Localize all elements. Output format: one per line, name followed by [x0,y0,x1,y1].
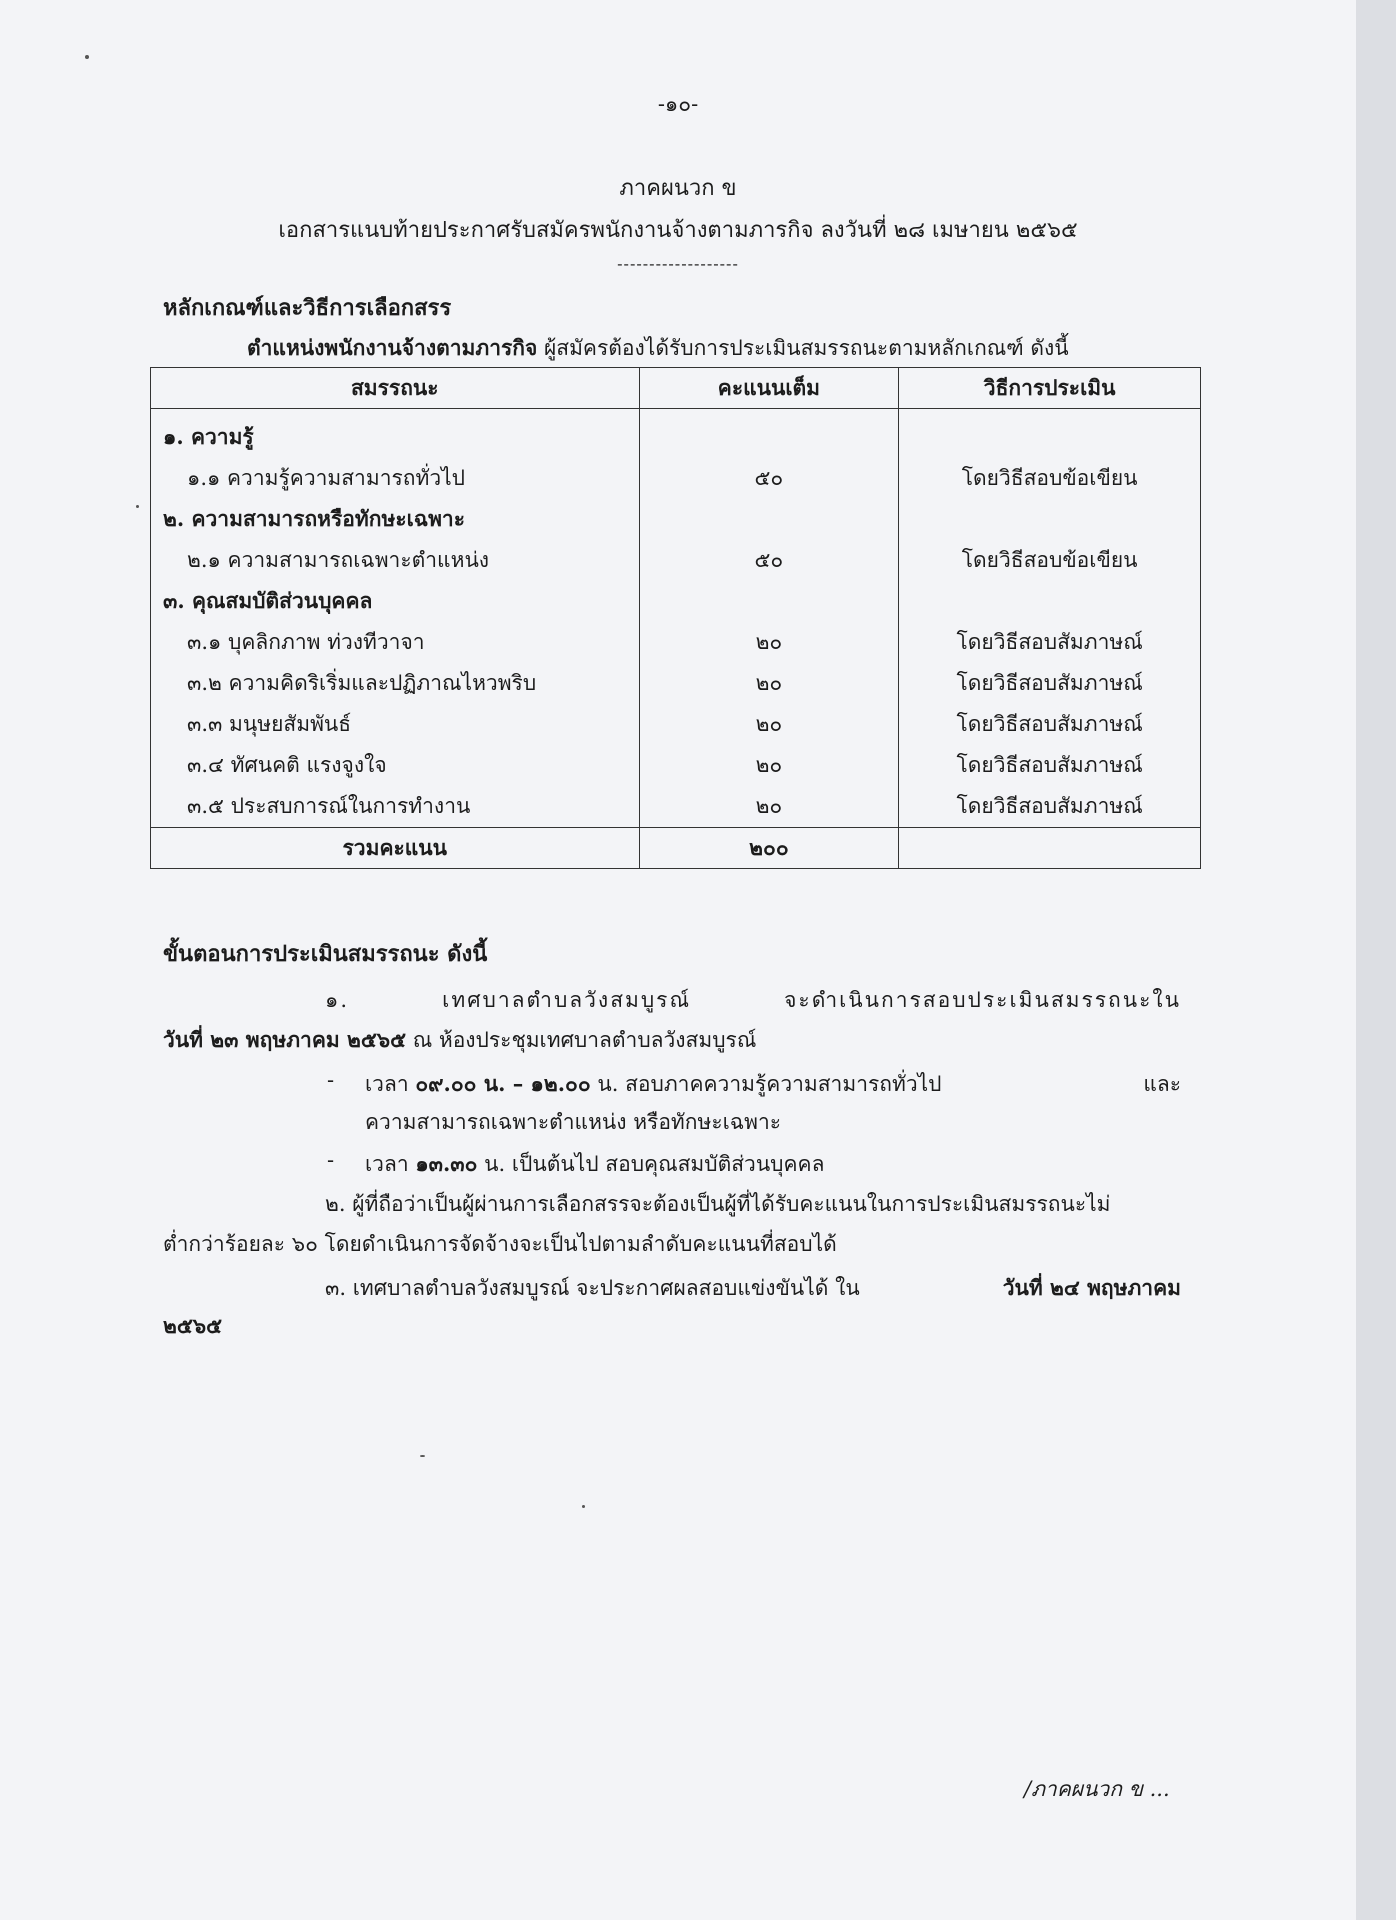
step-1-organization: เทศบาลตำบลวังสมบูรณ์ [442,988,691,1012]
time-range: ๐๙.๐๐ น. – ๑๒.๐๐ [415,1071,591,1096]
table-row [151,458,1201,499]
table-header-row [151,368,1201,409]
time-label: เวลา [365,1152,416,1176]
step-2-line-2: ต่ำกว่าร้อยละ ๖๐ โดยดำเนินการจัดจ้างจะเป็นไปตามลำดับคะแนนที่สอบได้ [163,1232,837,1256]
score-cell [639,499,899,540]
competency-table [150,367,1201,869]
scan-speck [420,1455,425,1457]
bullet-dash: - [327,1068,335,1092]
step-2-line-1: ๒. ผู้ที่ถือว่าเป็นผู้ผ่านการเลือกสรรจะต้องเป็นผู้ที่ได้รับคะแนนในการประเมินสมรรถนะไม่ [325,1192,1111,1216]
score-cell: ๒๐ [639,786,899,828]
step-1-line-1 [325,984,1181,1017]
time-slot-1-continued: ความสามารถเฉพาะตำแหน่ง หรือทักษะเฉพาะ [365,1110,782,1134]
total-label: รวมคะแนน [151,828,640,869]
competency-group: ๓. คุณสมบัติส่วนบุคคล [151,581,640,622]
criteria-title: หลักเกณฑ์และวิธีการเลือกสรร [163,295,452,321]
competency-item: ๒.๑ ความสามารถเฉพาะตำแหน่ง [151,540,640,581]
method-cell: โดยวิธีสอบสัมภาษณ์ [899,622,1201,663]
bullet-dash: - [327,1148,335,1172]
score-cell: ๒๐ [639,622,899,663]
score-cell: ๒๐ [639,745,899,786]
score-cell: ๕๐ [639,458,899,499]
criteria-intro [247,332,1069,365]
header-full-score: คะแนนเต็ม [639,368,899,409]
criteria-intro-text: ผู้สมัครต้องได้รับการประเมินสมรรถนะตามหลักเกณฑ์ ดังนี้ [537,336,1069,360]
competency-item: ๓.๑ บุคลิกภาพ ท่วงทีวาจา [151,622,640,663]
method-cell [899,499,1201,540]
method-cell [899,409,1201,459]
scan-speck [136,505,139,508]
competency-item: ๓.๓ มนุษยสัมพันธ์ [151,704,640,745]
table-row [151,704,1201,745]
competency-item: ๓.๒ ความคิดริเริ่มและปฏิภาณไหวพริบ [151,663,640,704]
time-slot-1-text [365,1068,942,1101]
competency-group: ๑. ความรู้ [151,409,640,459]
competency-item: ๓.๔ ทัศนคติ แรงจูงใจ [151,745,640,786]
step-1-action: จะดำเนินการสอบประเมินสมรรถนะใน [784,988,1181,1012]
table-row [151,409,1201,459]
competency-group: ๒. ความสามารถหรือทักษะเฉพาะ [151,499,640,540]
exam-place: ณ ห้องประชุมเทศบาลตำบลวังสมบูรณ์ [406,1028,757,1052]
step-3-text: ๓. เทศบาลตำบลวังสมบูรณ์ จะประกาศผลสอบแข่งขันได้ ใน [325,1276,860,1300]
score-cell: ๕๐ [639,540,899,581]
appendix-title: ภาคผนวก ข [619,176,737,201]
separator-line: ------------------- [617,254,739,273]
table-row [151,581,1201,622]
score-cell [639,581,899,622]
table-row [151,786,1201,828]
step-3-line-1 [325,1272,1181,1305]
method-cell: โดยวิธีสอบสัมภาษณ์ [899,745,1201,786]
competency-item: ๑.๑ ความรู้ความสามารถทั่วไป [151,458,640,499]
page-number: -๑๐- [657,92,699,116]
step-1-number: ๑. [325,988,350,1012]
continuation-note: /ภาคผนวก ข ... [1024,1777,1170,1801]
total-score: ๒๐๐ [639,828,899,869]
time-slot-1-desc: น. สอบภาคความรู้ความสามารถทั่วไป [590,1072,942,1096]
score-cell [639,409,899,459]
time-slot-1 [365,1068,1181,1101]
result-year: ๒๕๖๕ [163,1313,222,1338]
exam-date: วันที่ ๒๓ พฤษภาคม ๒๕๖๕ [163,1027,407,1052]
total-method [899,828,1201,869]
scan-edge [1356,0,1396,1920]
time-start: ๑๓.๓๐ [415,1151,478,1176]
table-row [151,499,1201,540]
method-cell: โดยวิธีสอบสัมภาษณ์ [899,663,1201,704]
time-slot-2 [365,1148,824,1181]
table-row [151,622,1201,663]
method-cell: โดยวิธีสอบสัมภาษณ์ [899,786,1201,828]
total-row [151,828,1201,869]
score-cell: ๒๐ [639,663,899,704]
step-1-line-2 [163,1024,756,1057]
header-competency: สมรรถนะ [151,368,640,409]
appendix-subtitle: เอกสารแนบท้ายประกาศรับสมัครพนักงานจ้างตามภารกิจ ลงวันที่ ๒๘ เมษายน ๒๕๖๕ [278,218,1078,243]
method-cell [899,581,1201,622]
position-name: ตำแหน่งพนักงานจ้างตามภารกิจ [247,335,538,360]
table-row [151,540,1201,581]
score-cell: ๒๐ [639,704,899,745]
result-date: วันที่ ๒๔ พฤษภาคม [1002,1275,1181,1300]
scan-speck [85,55,89,59]
method-cell: โดยวิธีสอบข้อเขียน [899,540,1201,581]
time-slot-2-desc: น. เป็นต้นไป สอบคุณสมบัติส่วนบุคคล [477,1152,825,1176]
steps-title: ขั้นตอนการประเมินสมรรถนะ ดังนี้ [163,941,488,967]
time-slot-1-and: และ [1143,1072,1181,1096]
header-method: วิธีการประเมิน [899,368,1201,409]
time-label: เวลา [365,1072,416,1096]
method-cell: โดยวิธีสอบข้อเขียน [899,458,1201,499]
scan-speck [582,1505,585,1508]
method-cell: โดยวิธีสอบสัมภาษณ์ [899,704,1201,745]
table-row [151,663,1201,704]
table-row [151,745,1201,786]
competency-item: ๓.๕ ประสบการณ์ในการทำงาน [151,786,640,828]
